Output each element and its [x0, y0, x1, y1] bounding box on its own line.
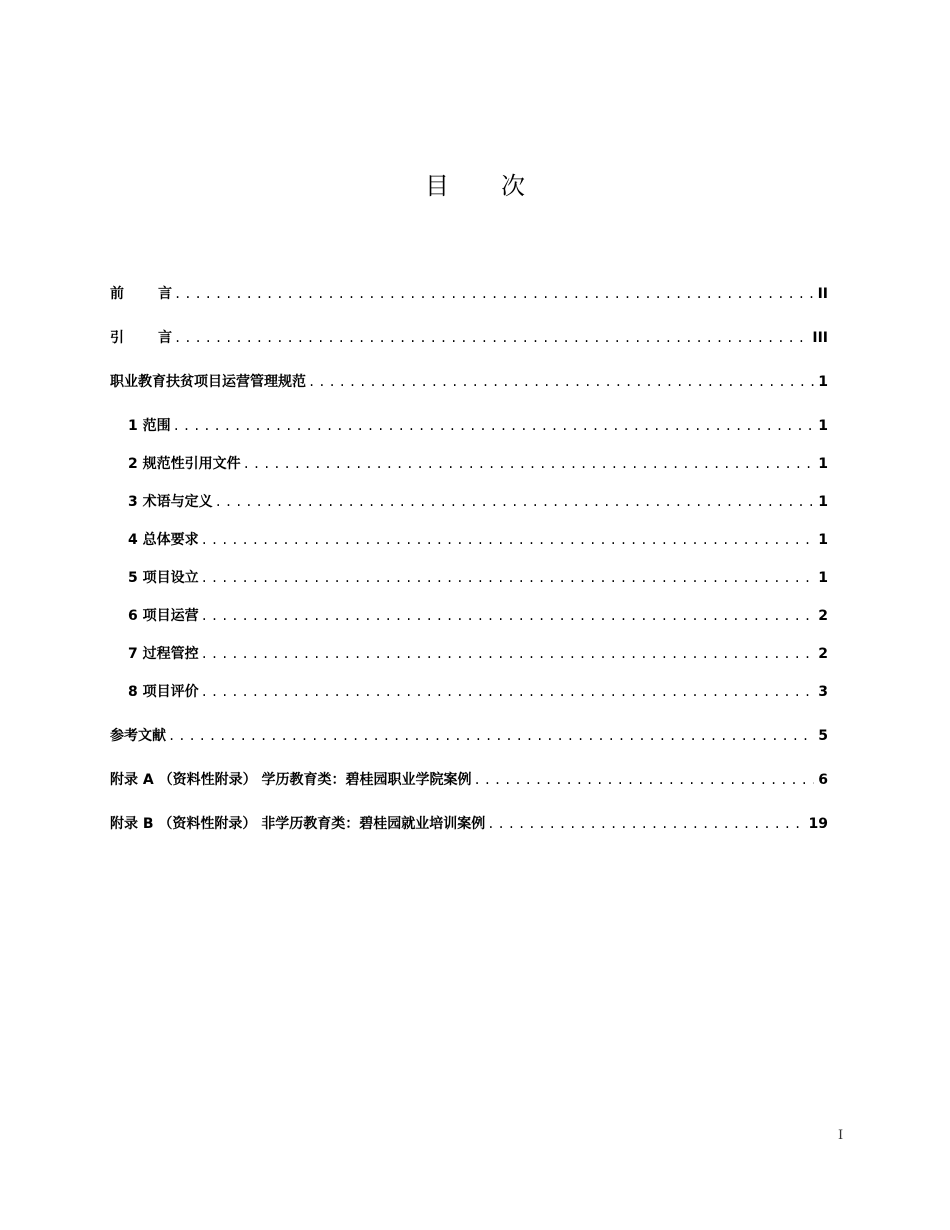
toc-entry-section-2[interactable]: [128, 453, 828, 475]
toc-entry-label: 1 范围: [128, 418, 171, 434]
toc-entry-section-4[interactable]: [128, 529, 828, 551]
toc-entry-references[interactable]: [110, 725, 828, 747]
toc-entry-page: 1: [818, 570, 828, 586]
toc-entry-section-1[interactable]: [128, 415, 828, 437]
toc-entry-section-7[interactable]: [128, 643, 828, 665]
toc-leader-dots: [173, 415, 815, 437]
toc-leader-dots: [215, 491, 815, 513]
toc-entry-label: 3 术语与定义: [128, 494, 213, 510]
toc-entry-label: 2 规范性引用文件: [128, 456, 241, 472]
toc-entry-label: 参考文献: [110, 728, 166, 744]
toc-leader-dots: [487, 813, 804, 835]
toc-entry-page: 2: [818, 646, 828, 662]
footer-page-number: I: [838, 1128, 844, 1143]
toc-entry-page: 19: [808, 816, 828, 832]
toc-leader-dots: [201, 643, 815, 665]
toc-entry-page: 6: [818, 772, 828, 788]
toc-entry-label: 职业教育扶贫项目运营管理规范: [110, 374, 306, 390]
toc-entry-page: II: [817, 286, 828, 302]
toc-leader-dots: [201, 605, 815, 627]
toc-leader-dots: [174, 283, 814, 305]
toc-entry-page: 1: [818, 456, 828, 472]
page-title: [0, 166, 950, 201]
page-title-char-1: 目: [425, 172, 449, 200]
toc-entry-label: 附录 A （资料性附录） 学历教育类：碧桂园职业学院案例: [110, 772, 472, 788]
toc-leader-dots: [473, 769, 814, 791]
toc-leader-dots: [201, 567, 815, 589]
toc-entry-label: 5 项目设立: [128, 570, 199, 586]
page-title-char-2: 次: [501, 172, 525, 200]
toc-entry-section-8[interactable]: [128, 681, 828, 703]
toc-entry-label: 7 过程管控: [128, 646, 199, 662]
toc-leader-dots: [201, 681, 815, 703]
toc-entry-foreword[interactable]: [110, 283, 828, 305]
toc-entry-label: 引 言: [110, 330, 172, 346]
toc-entry-section-5[interactable]: [128, 567, 828, 589]
toc-entry-appendix-b[interactable]: [110, 813, 828, 835]
toc-entry-label: 8 项目评价: [128, 684, 199, 700]
toc-entry-page: 1: [818, 418, 828, 434]
toc-entry-page: 5: [818, 728, 828, 744]
toc-leader-dots: [168, 725, 814, 747]
toc-entry-page: 1: [818, 374, 828, 390]
toc-leader-dots: [243, 453, 815, 475]
toc-entry-page: III: [812, 330, 828, 346]
toc-entry-section-6[interactable]: [128, 605, 828, 627]
toc-entry-introduction[interactable]: [110, 327, 828, 349]
toc-entry-page: 3: [818, 684, 828, 700]
toc-entry-label: 4 总体要求: [128, 532, 199, 548]
toc-entry-page: 2: [818, 608, 828, 624]
toc-entry-main-standard[interactable]: [110, 371, 828, 393]
toc-entry-label: 6 项目运营: [128, 608, 199, 624]
toc-entry-label: 附录 B （资料性附录） 非学历教育类：碧桂园就业培训案例: [110, 816, 486, 832]
toc-leader-dots: [201, 529, 815, 551]
toc-entry-page: 1: [818, 494, 828, 510]
toc-entry-label: 前 言: [110, 286, 172, 302]
toc-leader-dots: [308, 371, 814, 393]
toc-entry-section-3[interactable]: [128, 491, 828, 513]
toc-entry-appendix-a[interactable]: [110, 769, 828, 791]
toc-entry-page: 1: [818, 532, 828, 548]
toc-leader-dots: [174, 327, 808, 349]
